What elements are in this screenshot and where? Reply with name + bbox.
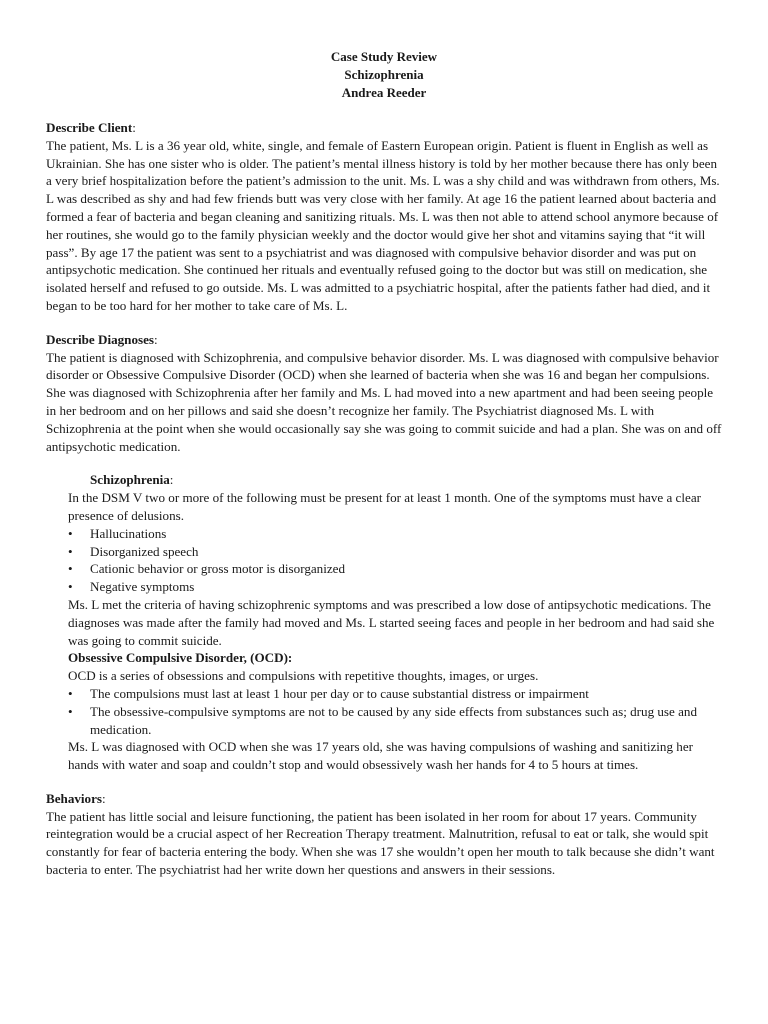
behaviors-heading: Behaviors <box>46 790 103 806</box>
ocd-criteria-list <box>46 685 722 738</box>
document-subtitle: Schizophrenia <box>344 67 424 82</box>
describe-diagnoses-heading: Describe Diagnoses <box>46 331 155 347</box>
list-item: • The obsessive-compulsive symptoms are not to be caused by any side effects from substances such as; drug use and medication. <box>68 703 698 737</box>
ocd-intro: OCD is a series of obsessions and compulsions with repetitive thoughts, images, or urges. <box>68 668 539 684</box>
describe-diagnoses-text: The patient is diagnosed with Schizophrenia, and compulsive behavior disorder. Ms. L was diagnosed with compulsive behavior disorder or Obsessive Compulsive Disorder (OCD) when she learned of bacteria when she was 16 and began her compulsions. She was diagnosed with Schizophrenia after her family and Ms. L had moved into a new apartment and had been seeing people in her bedroom and on her pillows and said she doesn’t recognize her family. The Psychiatrist diagnosed Ms. L with Schizophrenia at the point when she would occasionally say she was going to commit suicide and had a plan. She was on and off antipsychotic medication. <box>46 349 722 454</box>
list-item: • The compulsions must last at least 1 hour per day or to cause substantial distress or impairment <box>68 685 589 701</box>
behaviors-text: The patient has little social and leisure functioning, the patient has been isolated in her room for about 17 years. Community reintegration would be a crucial aspect of her Recreation Therapy treatment. Malnutrition, refusal to eat or talk, she would spit constantly for fear of bacteria entering the body. When she was 17 she wouldn’t open her mouth to talk because she didn’t want bacteria to enter. The psychiatrist had her write down her questions and answers in their sessions. <box>46 808 715 878</box>
bullet-icon: • <box>68 561 73 577</box>
section-describe-client: Describe Client: The patient, Ms. L is a 36 year old, white, single, and female of Eastern European origin. Patient is fluent in English as well as Ukrainian. She has one sister who is older. The patient’s mental illness history is told by her mother because there has only been a very brief hospitalization before the patient’s admission to the unit. Ms. L was a shy child and was withdrawn from others, Ms. L was described as shy and had few friends butt was very close with her family. At age 16 the patient learned about bacteria and formed a fear of bacteria and began cleaning and sanitizing rituals. Ms. L was then not able to attend school anymore because of her routines, she would go to the family physician weekly and the doctor would give her shot and vitamins saying that “it will pass”. By age 17 the patient was sent to a psychiatrist and was diagnosed with compulsive behavior disorder and was put on antipsychotic medication. She continued her rituals and eventually refused going to the doctor but was still on medication, she isolated herself and refused to go outside. Ms. L was admitted to a psychiatric hospital, after the patients father had died, and it began to be too hard for her mother to take care of Ms. L. <box>46 119 722 315</box>
bullet-icon: • <box>68 703 73 719</box>
schizophrenia-intro: In the DSM V two or more of the following must be present for at least 1 month. One of the symptoms must have a clear presence of delusions. <box>68 490 701 523</box>
title-block <box>46 48 722 102</box>
document-title: Case Study Review <box>330 49 438 64</box>
bullet-icon: • <box>68 543 73 559</box>
schizophrenia-criteria-list <box>46 525 722 596</box>
list-item: • Hallucinations <box>68 525 167 541</box>
list-item: • Cationic behavior or gross motor is disorganized <box>68 561 346 577</box>
ocd-heading: Obsessive Compulsive Disorder, (OCD): <box>68 650 293 666</box>
describe-client-heading: Describe Client <box>46 120 133 135</box>
section-describe-diagnoses: Describe Diagnoses: The patient is diagnosed with Schizophrenia, and compulsive behavior disorder. Ms. L was diagnosed with compulsive behavior disorder or Obsessive Compulsive Disorder (OCD) when she learned of bacteria when she was 16 and began her compulsions. She was diagnosed with Schizophrenia after her family and Ms. L had moved into a new apartment and had been seeing people in her bedroom and on her pillows and said she doesn’t recognize her family. The Psychiatrist diagnosed Ms. L with Schizophrenia at the point when she would occasionally say she was going to commit suicide and had a plan. She was on and off antipsychotic medication. <box>46 331 722 454</box>
section-schizophrenia: Schizophrenia: In the DSM V two or more of the following must be present for at least 1 month. One of the symptoms must have a clear presence of delusions. • Hallucinations • Disorganized speech • Cationic behavior or gross motor is disorganized • Negative symptoms Ms. L met the criteria of having schizophrenic symptoms and was prescribed a low dose of antipsychotic medications. The diagnoses was made after the family had moved and Ms. L started seeing faces and people in her bedroom and had said she was going to commit suicide. <box>46 471 722 649</box>
list-item: • Negative symptoms <box>68 579 195 595</box>
section-behaviors: Behaviors: The patient has little social and leisure functioning, the patient has been isolated in her room for about 17 years. Community reintegration would be a crucial aspect of her Recreation Therapy treatment. Malnutrition, refusal to eat or talk, she would spit constantly for fear of bacteria entering the body. When she was 17 she wouldn’t open her mouth to talk because she didn’t want bacteria to enter. The psychiatrist had her write down her questions and answers in their sessions. <box>46 790 722 879</box>
bullet-icon: • <box>68 685 73 701</box>
document-author: Andrea Reeder <box>341 85 427 100</box>
bullet-icon: • <box>68 579 73 595</box>
list-item: • Disorganized speech <box>68 543 199 559</box>
schizophrenia-conclusion: Ms. L met the criteria of having schizophrenic symptoms and was prescribed a low dose of antipsychotic medications. The diagnoses was made after the family had moved and Ms. L started seeing faces and people in her bedroom and had said she was going to commit suicide. <box>68 596 715 648</box>
schizophrenia-heading: Schizophrenia <box>90 472 170 488</box>
ocd-conclusion: Ms. L was diagnosed with OCD when she was 17 years old, she was having compulsions of washing and sanitizing her hands with water and soap and couldn’t stop and would obsessively wash her hands for 4 to 5 hours at times. <box>68 739 694 773</box>
describe-client-text: The patient, Ms. L is a 36 year old, white, single, and female of Eastern European origin. Patient is fluent in English as well as Ukrainian. She has one sister who is older. The patient’s mental illness history is told by her mother because there has only been a very brief hospitalization before the patient’s admission to the unit. Ms. L was a shy child and was withdrawn from others, Ms. L was described as shy and had few friends butt was very close with her family. At age 16 the patient learned about bacteria and formed a fear of bacteria and began cleaning and sanitizing rituals. Ms. L was then not able to attend school anymore because of her routines, she would go to the family physician weekly and the doctor would give her shot and vitamins saying that “it will pass”. By age 17 the patient was sent to a psychiatrist and was diagnosed with compulsive behavior disorder and was put on antipsychotic medication. She continued her rituals and eventually refused going to the doctor but was still on medication, she isolated herself and refused to go outside. Ms. L was admitted to a psychiatric hospital, after the patients father had died, and it began to be too hard for her mother to take care of Ms. L. <box>46 137 720 313</box>
bullet-icon: • <box>68 525 73 541</box>
section-ocd <box>46 649 722 774</box>
